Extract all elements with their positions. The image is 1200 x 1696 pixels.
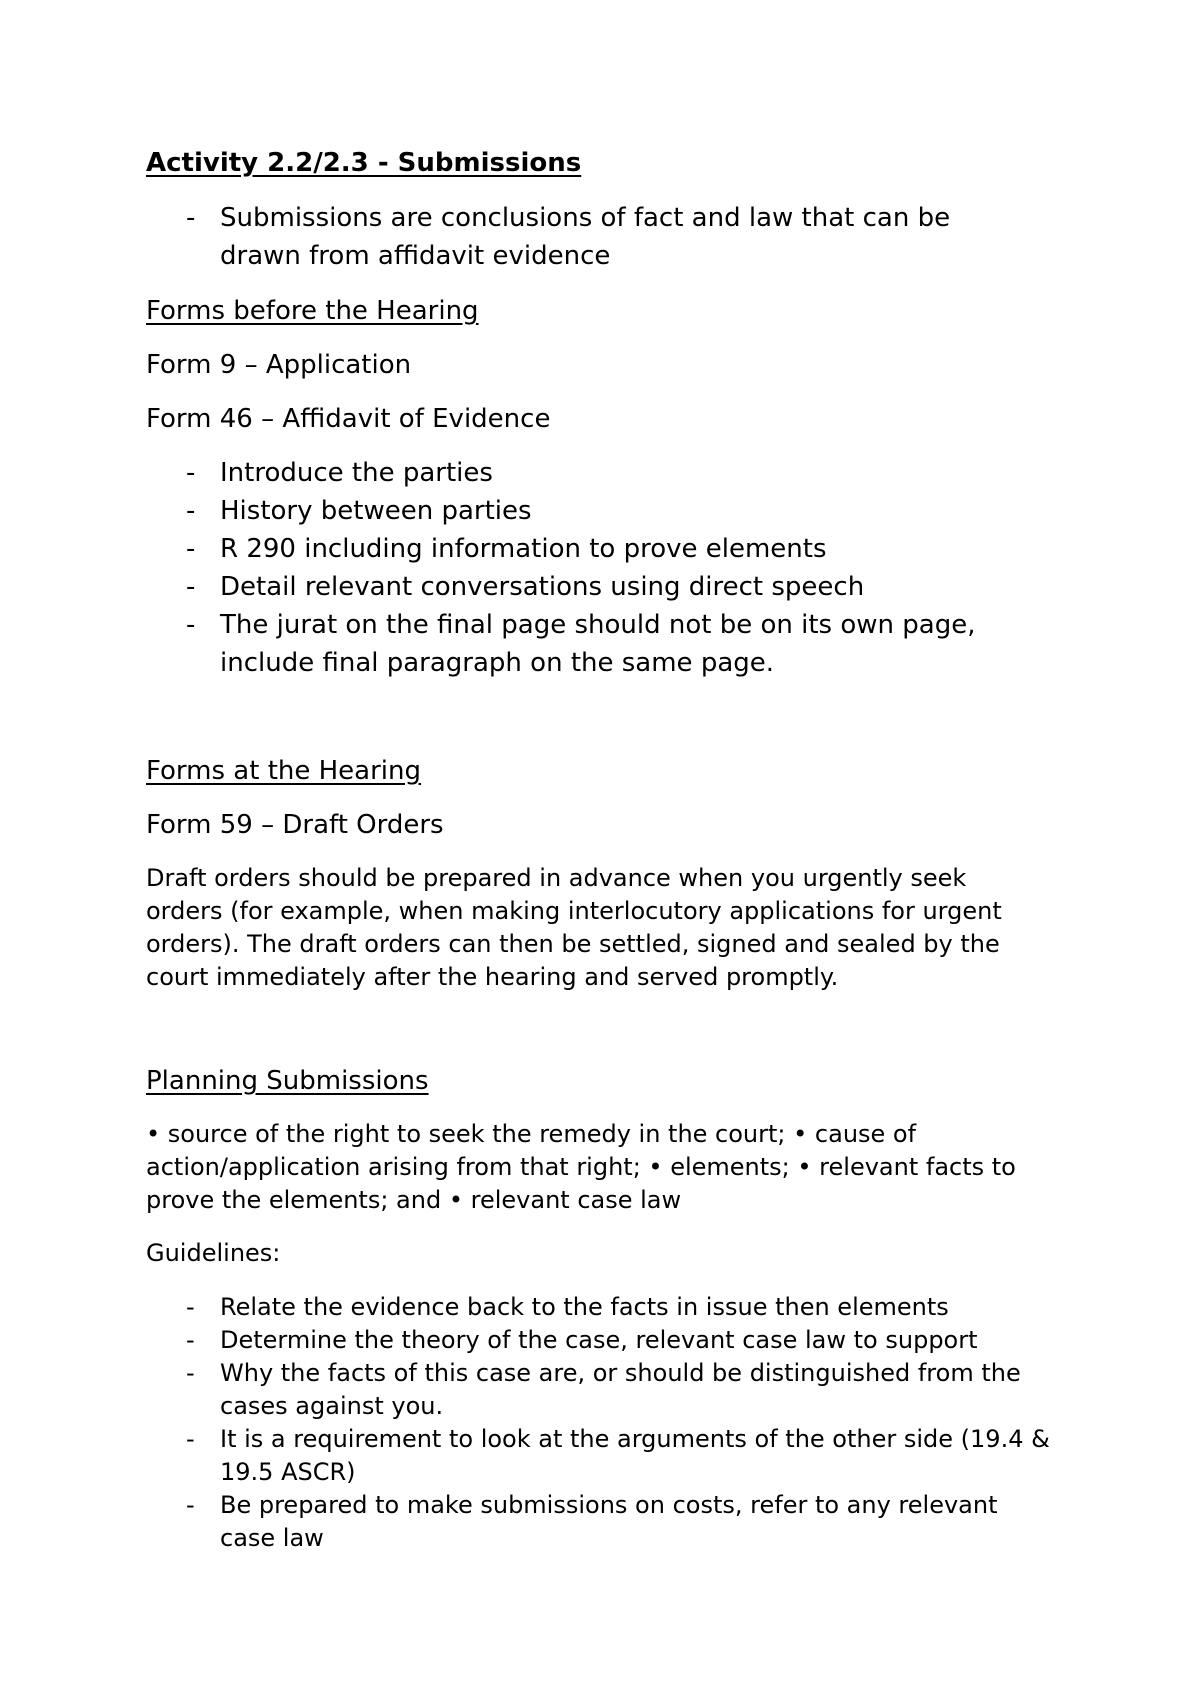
form-46-label: Form 46 – Affidavit of Evidence bbox=[146, 404, 551, 434]
bullet-marker: - bbox=[186, 534, 196, 564]
bullet-marker: - bbox=[186, 1326, 195, 1354]
list-item-text: Determine the theory of the case, relevant case law to support bbox=[220, 1326, 978, 1354]
bullet-marker: - bbox=[186, 572, 196, 602]
list-item-text: The jurat on the final page should not be on its own page, bbox=[220, 610, 976, 640]
bullet-marker: - bbox=[186, 458, 196, 488]
bullet-marker: - bbox=[186, 1491, 195, 1519]
bullet-marker: - bbox=[186, 610, 196, 640]
list-item-text: History between parties bbox=[220, 496, 532, 526]
bullet-marker: - bbox=[186, 203, 196, 233]
paragraph-line: orders (for example, when making interlocutory applications for urgent bbox=[146, 897, 1002, 925]
list-item-text: Why the facts of this case are, or should be distinguished from the bbox=[220, 1359, 1021, 1387]
bullet-marker: - bbox=[186, 496, 196, 526]
list-item-text: Detail relevant conversations using direct speech bbox=[220, 572, 865, 602]
bullet-marker: - bbox=[186, 1293, 195, 1321]
form-9-label: Form 9 – Application bbox=[146, 350, 412, 380]
list-item-text: Be prepared to make submissions on costs, refer to any relevant bbox=[220, 1491, 998, 1519]
list-item-text: Introduce the parties bbox=[220, 458, 493, 488]
bullet-marker: - bbox=[186, 1359, 195, 1387]
document-title: Activity 2.2/2.3 - Submissions bbox=[146, 148, 582, 178]
bullet-marker: - bbox=[186, 1425, 195, 1453]
list-item-text: R 290 including information to prove elements bbox=[220, 534, 827, 564]
intro-bullet-line-1: Submissions are conclusions of fact and law that can be bbox=[220, 203, 951, 233]
list-item-text: It is a requirement to look at the arguments of the other side (19.4 & bbox=[220, 1425, 1050, 1453]
paragraph-line: court immediately after the hearing and served promptly. bbox=[146, 963, 839, 991]
list-item-text-continued: include final paragraph on the same page. bbox=[220, 648, 775, 678]
list-item-text: Relate the evidence back to the facts in issue then elements bbox=[220, 1293, 949, 1321]
paragraph-line: Draft orders should be prepared in advance when you urgently seek bbox=[146, 864, 967, 892]
paragraph-line: • source of the right to seek the remedy in the court; • cause of bbox=[146, 1120, 917, 1148]
heading-forms-at-hearing: Forms at the Hearing bbox=[146, 756, 422, 786]
list-item-text-continued: cases against you. bbox=[220, 1392, 444, 1420]
guidelines-label: Guidelines: bbox=[146, 1239, 281, 1267]
document-page bbox=[146, 0, 1086, 1696]
heading-forms-before-hearing: Forms before the Hearing bbox=[146, 296, 479, 326]
heading-planning-submissions: Planning Submissions bbox=[146, 1066, 429, 1096]
paragraph-line: action/application arising from that right; • elements; • relevant facts to bbox=[146, 1153, 1016, 1181]
paragraph-line: orders). The draft orders can then be settled, signed and sealed by the bbox=[146, 930, 1000, 958]
form-59-label: Form 59 – Draft Orders bbox=[146, 810, 444, 840]
list-item-text-continued: case law bbox=[220, 1524, 324, 1552]
intro-bullet-line-2: drawn from affidavit evidence bbox=[220, 241, 611, 271]
list-item-text-continued: 19.5 ASCR) bbox=[220, 1458, 356, 1486]
paragraph-line: prove the elements; and • relevant case law bbox=[146, 1186, 682, 1214]
